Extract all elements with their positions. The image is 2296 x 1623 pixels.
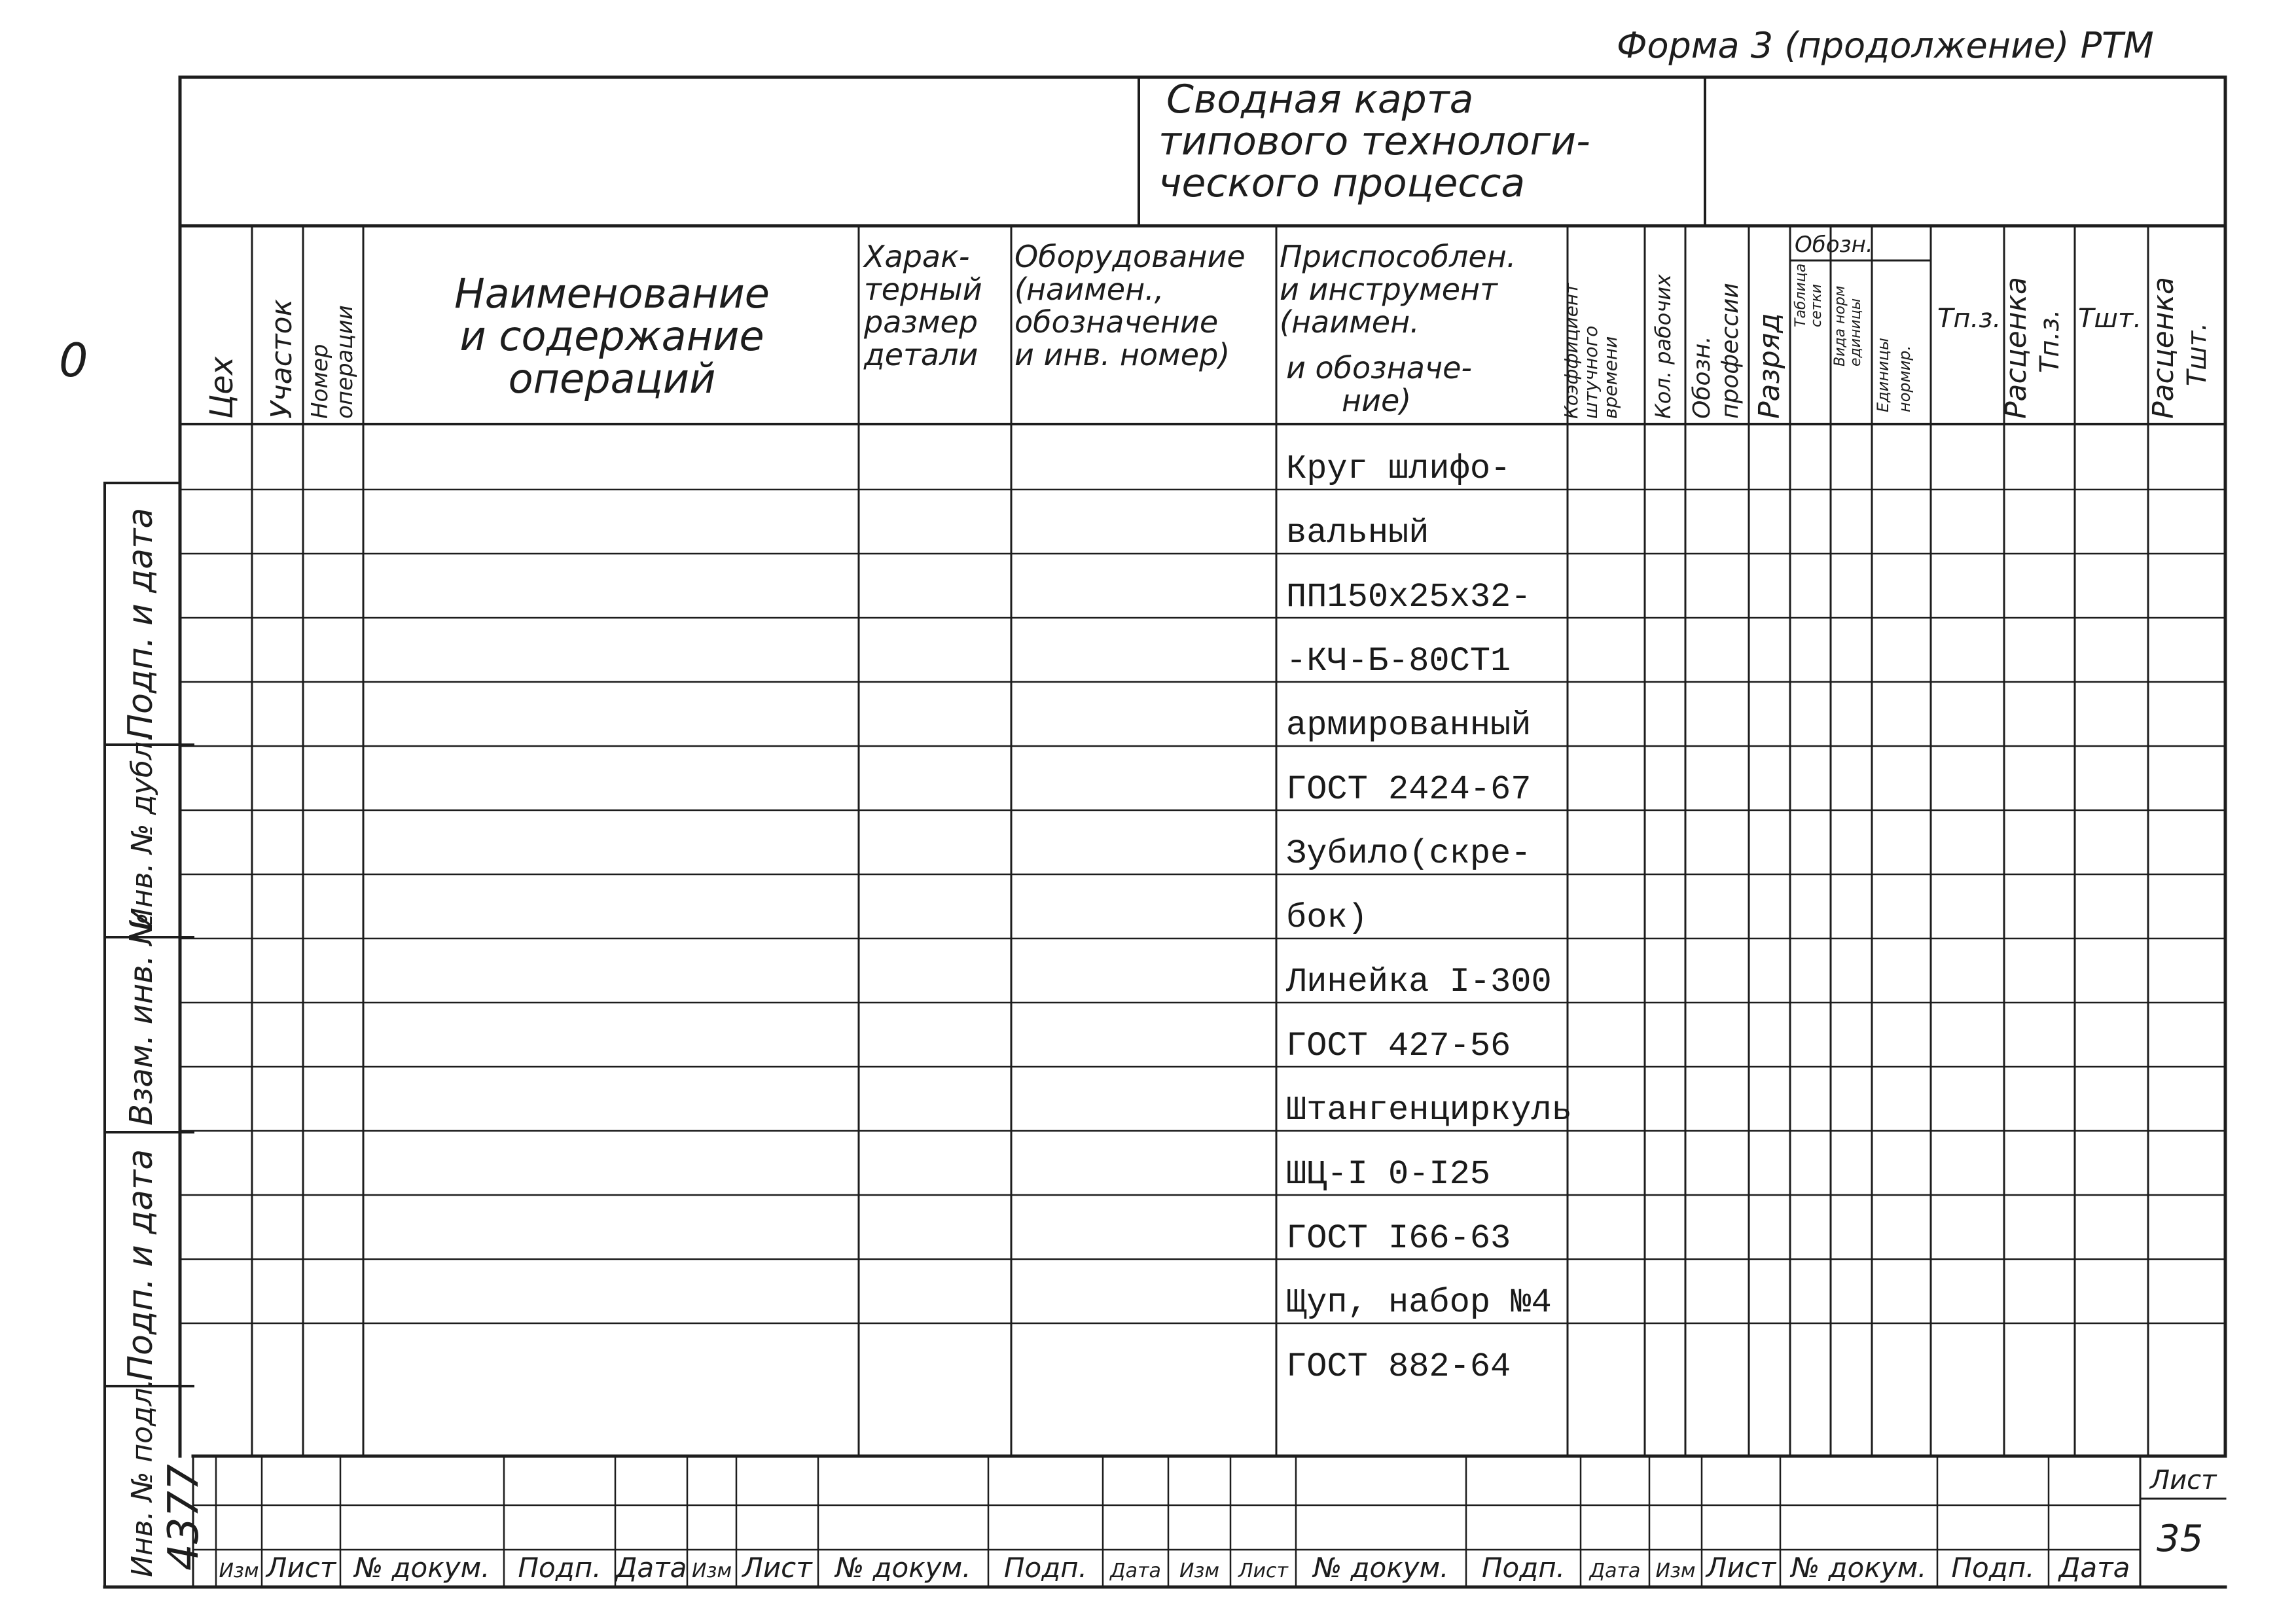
col-op-name-3: операций [508, 355, 716, 402]
col-norm-table-2: сетки [1808, 283, 1825, 327]
footer-label: Подп. [1481, 1552, 1566, 1584]
corner-mark: 0 [59, 334, 88, 387]
col-op-name-2: и содержание [459, 312, 764, 360]
col-coef-3: времени [1600, 336, 1621, 419]
body-row-lines [180, 490, 2225, 1323]
tooling-line: ГОСТ 882-64 [1286, 1347, 1511, 1386]
col-norm-type-2: единицы [1848, 298, 1864, 366]
col-part-size-2: терный [864, 272, 982, 307]
col-rate-tsht-2: Тшт. [2182, 322, 2212, 386]
col-rate-tsht-1: Расценка [2147, 276, 2180, 419]
footer-label: Изм [1655, 1560, 1696, 1582]
footer-label: Изм [691, 1560, 732, 1582]
col-tsht: Тшт. [2078, 304, 2142, 334]
form-label: Форма 3 (продолжение) РТМ [1617, 25, 2154, 66]
tooling-line: ШЦ-I 0-I25 [1286, 1155, 1491, 1194]
col-op-number-1: Номер [307, 344, 333, 419]
col-workers: Кол. рабочих [1651, 274, 1676, 419]
footer-label: № докум. [1313, 1552, 1449, 1584]
col-grade: Разряд [1753, 313, 1786, 419]
footer-label: Изм [1179, 1560, 1220, 1582]
col-equipment-4: и инв. номер) [1014, 337, 1230, 372]
footer-labels [219, 1552, 2130, 1584]
tooling-line: бок) [1286, 899, 1368, 937]
card-title [1158, 77, 1590, 206]
col-op-name-1: Наименование [454, 270, 770, 317]
tooling-line: Круг шлифо- [1286, 450, 1511, 488]
side-labels [121, 508, 208, 1577]
tooling-entries [1285, 450, 1572, 1386]
tooling-line: Зубило(скре- [1286, 834, 1532, 873]
col-coef-2: штучного [1580, 325, 1602, 419]
tooling-line: -КЧ-Б-80СТ1 [1286, 642, 1511, 681]
col-tooling-2: и инструмент [1280, 272, 1498, 307]
footer-label: № докум. [835, 1552, 971, 1584]
col-op-number-2: операции [332, 305, 358, 419]
footer-label: Лист [1238, 1560, 1289, 1582]
tooling-line: ГОСТ I66-63 [1286, 1219, 1511, 1258]
side-label-repl-inv: Взам. инв. № [123, 912, 160, 1126]
col-profession-2: профессии [1717, 283, 1744, 419]
footer-label: Дата [1589, 1560, 1641, 1582]
card-title-line-3: ческого процесса [1158, 160, 1526, 206]
tooling-line: Щуп, набор №4 [1286, 1283, 1552, 1322]
side-label-sign-date-2: Подп. и дата [121, 1149, 160, 1381]
col-part-size-3: размер [864, 304, 978, 340]
col-tooling-3: (наимен. [1280, 304, 1420, 340]
footer-label: Изм [219, 1560, 259, 1582]
footer-label: Дата [1110, 1560, 1161, 1582]
sheet-label: Лист [2150, 1465, 2217, 1495]
footer-label: Подп. [1951, 1552, 2035, 1584]
col-equipment-2: (наимен., [1014, 272, 1164, 307]
footer-label: Подп. [518, 1552, 601, 1584]
col-norm-type-1: Вида норм [1832, 285, 1848, 366]
col-tooling-4: и обозначе- [1286, 350, 1472, 385]
col-shop: Цех [204, 356, 240, 419]
card-title-line-2: типового технологи- [1158, 118, 1590, 164]
col-coef-1: Коэффициент [1560, 283, 1582, 419]
col-profession-1: Обозн. [1689, 336, 1715, 419]
tooling-line: ГОСТ 2424-67 [1286, 770, 1532, 809]
footer-label: № докум. [1791, 1552, 1927, 1584]
col-tpz: Тп.з. [1937, 304, 2001, 334]
col-section: Участок [265, 298, 298, 419]
card-title-line-1: Сводная карта [1166, 77, 1474, 122]
col-norm-unit-2: нормир. [1895, 345, 1914, 412]
col-rate-tpz-1: Расценка [2000, 276, 2033, 419]
col-tooling-5: ние) [1342, 383, 1412, 418]
col-norm-table-1: Таблица [1793, 263, 1809, 327]
footer-label: Дата [615, 1552, 687, 1584]
tooling-line: Линейка I-300 [1286, 963, 1552, 1001]
side-label-sign-date-1: Подп. и дата [121, 507, 160, 740]
col-part-size-4: детали [864, 337, 978, 372]
tooling-line: Штангенциркуль [1286, 1091, 1572, 1130]
footer-label: Подп. [1003, 1552, 1088, 1584]
footer-label: Дата [2058, 1552, 2130, 1584]
col-rate-tpz-2: Тп.з. [2035, 309, 2065, 373]
tooling-line: вальный [1286, 514, 1429, 552]
col-tooling-1: Приспособлен. [1280, 239, 1516, 274]
col-equipment-1: Оборудование [1014, 239, 1246, 274]
tooling-line: армированный [1286, 706, 1532, 745]
footer-label: Лист [1706, 1552, 1776, 1584]
inv-number: 4377 [160, 1464, 208, 1571]
footer-label: № докум. [354, 1552, 490, 1584]
footer-label: Лист [266, 1552, 336, 1584]
side-label-inv-dup: Инв. № дубл. [126, 732, 159, 929]
col-designation: Обозн. [1795, 232, 1873, 258]
col-part-size-1: Харак- [864, 239, 970, 274]
tooling-line: ПП150х25х32- [1286, 578, 1532, 616]
col-equipment-3: обозначение [1014, 304, 1219, 340]
footer-label: Лист [742, 1552, 812, 1584]
col-norm-unit-1: Единицы [1874, 338, 1892, 412]
sheet-number: 35 [2157, 1518, 2204, 1560]
tooling-line: ГОСТ 427-56 [1286, 1027, 1511, 1065]
side-label-inv-orig: Инв. № подл. [126, 1378, 159, 1577]
